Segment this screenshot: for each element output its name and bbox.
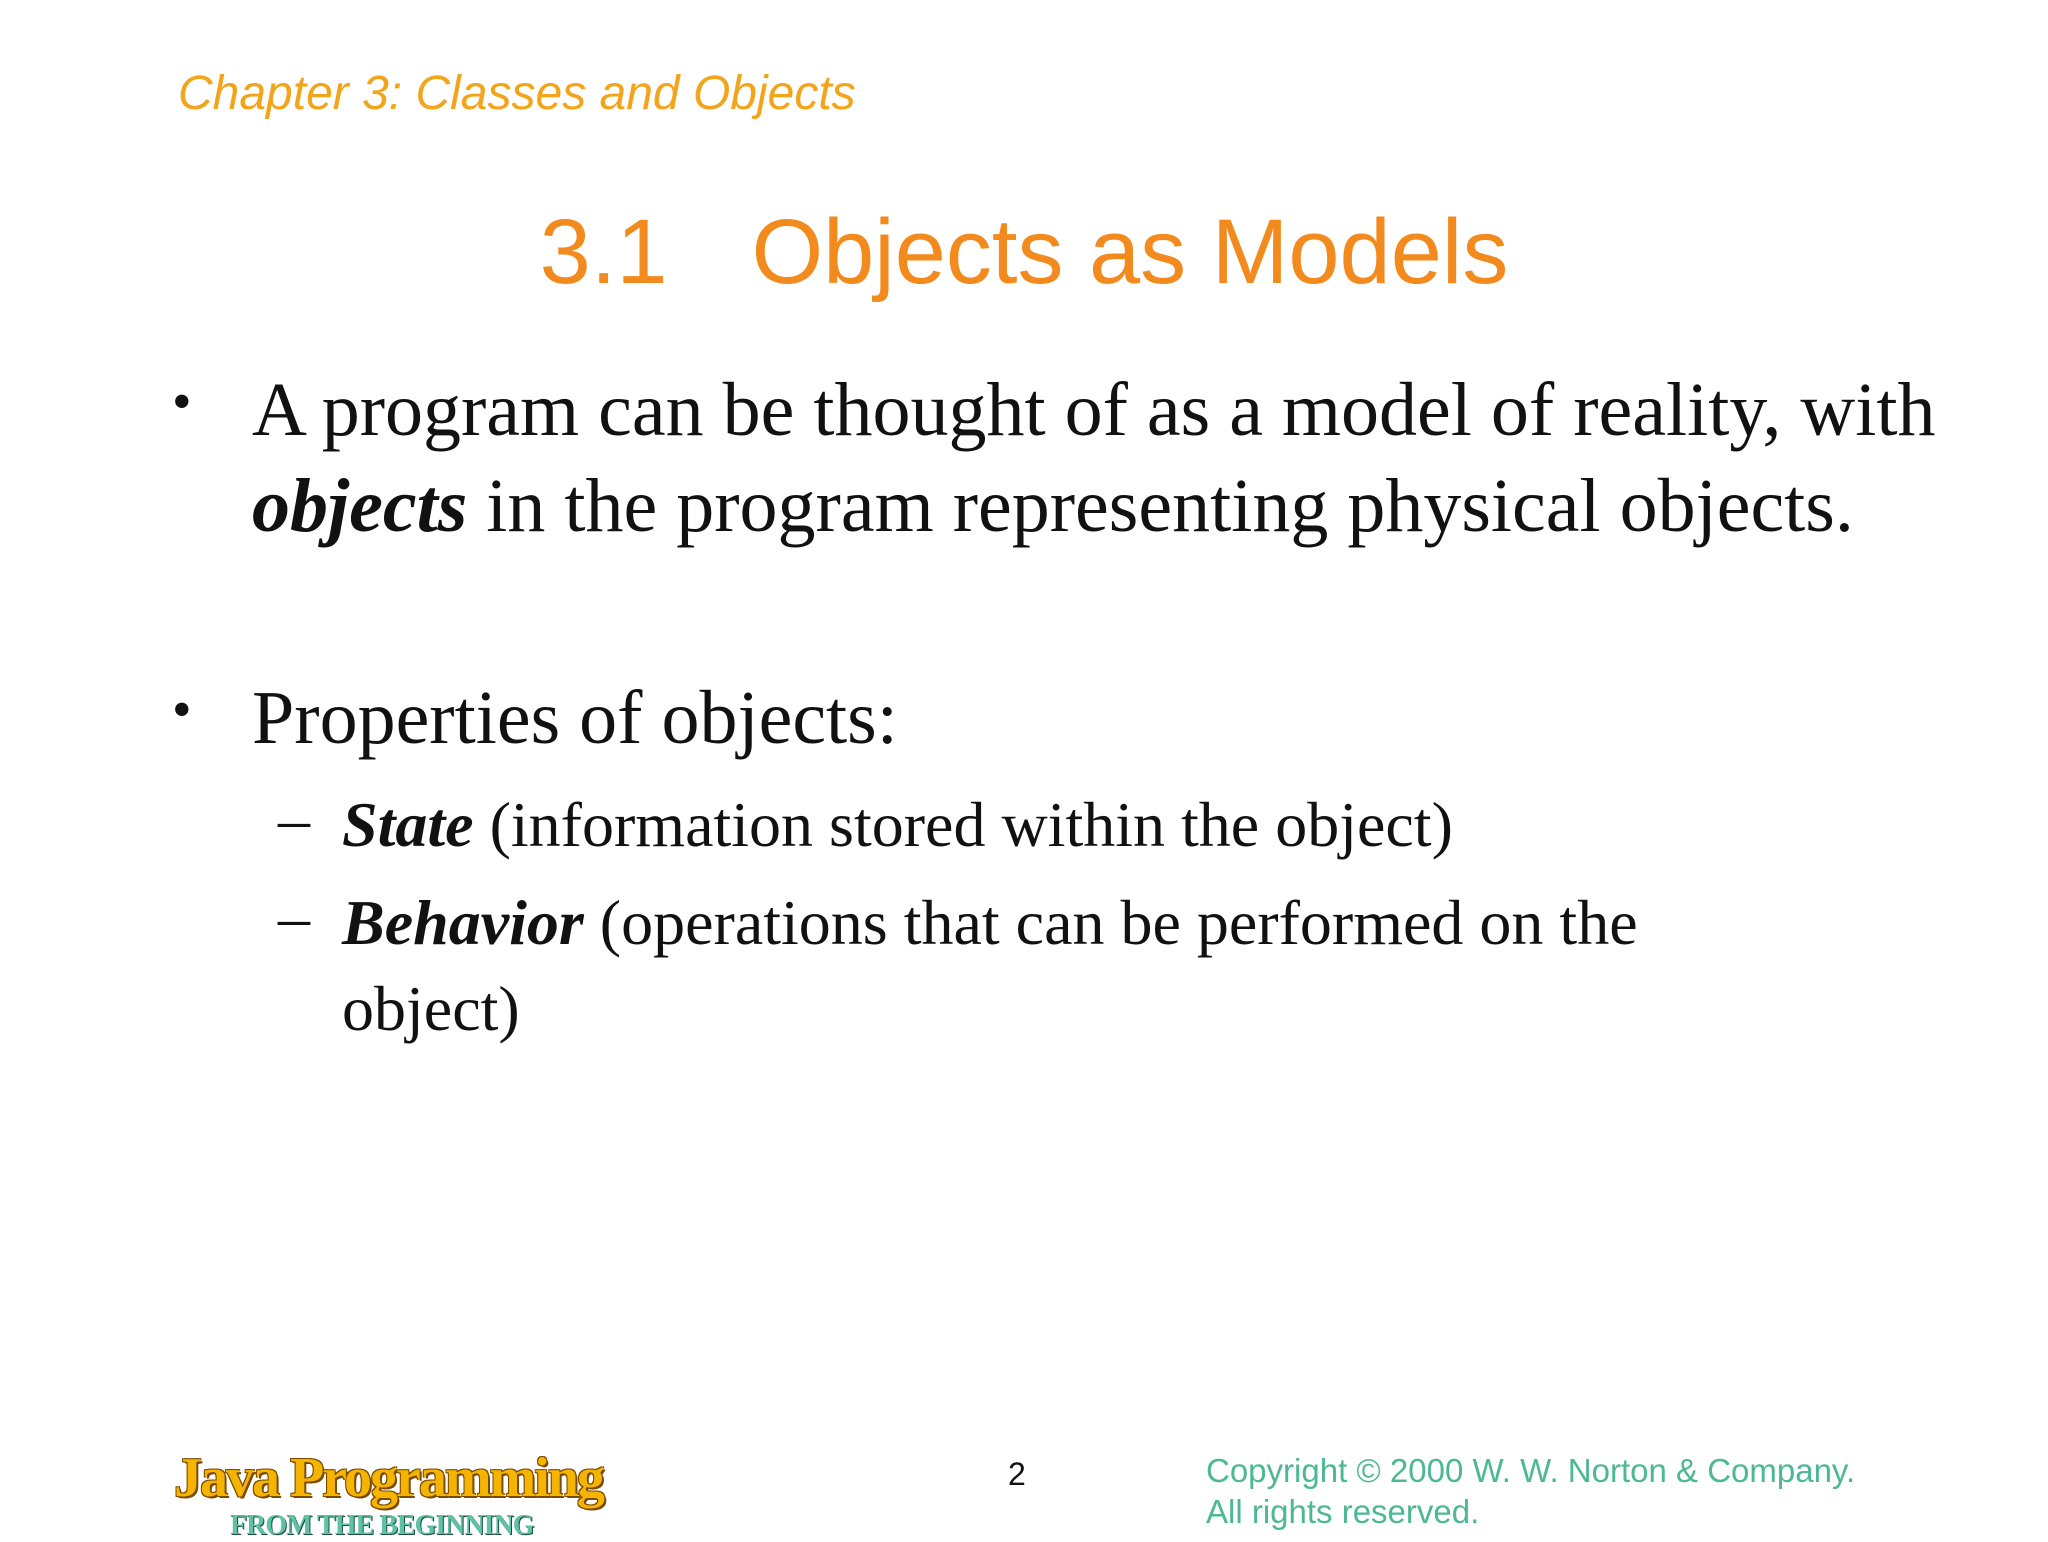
section-number: 3.1 <box>539 201 668 303</box>
slide-title <box>0 200 2048 305</box>
sub-bullet-term: State <box>342 789 474 860</box>
bullet-text <box>252 362 1972 554</box>
sub-bullet-marker: – <box>278 783 310 854</box>
bullet-text-part: A program can be thought of as a model of reality, with <box>252 368 1936 452</box>
page-number: 2 <box>1008 1456 1026 1492</box>
bullet-marker: • <box>172 679 192 741</box>
sub-bullet-desc: (operations that can be performed on the object) <box>342 887 1638 1044</box>
sub-bullet-marker: – <box>278 881 310 952</box>
bullet-text: Properties of objects: <box>252 676 898 760</box>
emphasis-term: objects <box>252 464 468 548</box>
chapter-header: Chapter 3: Classes and Objects <box>178 67 856 120</box>
book-logo <box>174 1446 603 1541</box>
logo-subtitle: FROM THE BEGINNING <box>230 1510 534 1541</box>
section-title: Objects as Models <box>751 201 1509 303</box>
bullet-text-part: in the program representing physical objects. <box>467 464 1854 548</box>
bullet-marker: • <box>172 371 192 433</box>
logo-title: Java Programming <box>174 1447 603 1509</box>
copyright-line: All rights reserved. <box>1206 1493 1480 1530</box>
copyright-notice <box>1206 1450 1855 1532</box>
sub-bullet-text <box>342 782 1762 868</box>
sub-bullet-desc: (information stored within the object) <box>473 789 1453 860</box>
sub-bullet-term: Behavior <box>342 887 584 958</box>
copyright-line: Copyright © 2000 W. W. Norton & Company. <box>1206 1452 1856 1489</box>
sub-bullet-text <box>342 880 1762 1052</box>
